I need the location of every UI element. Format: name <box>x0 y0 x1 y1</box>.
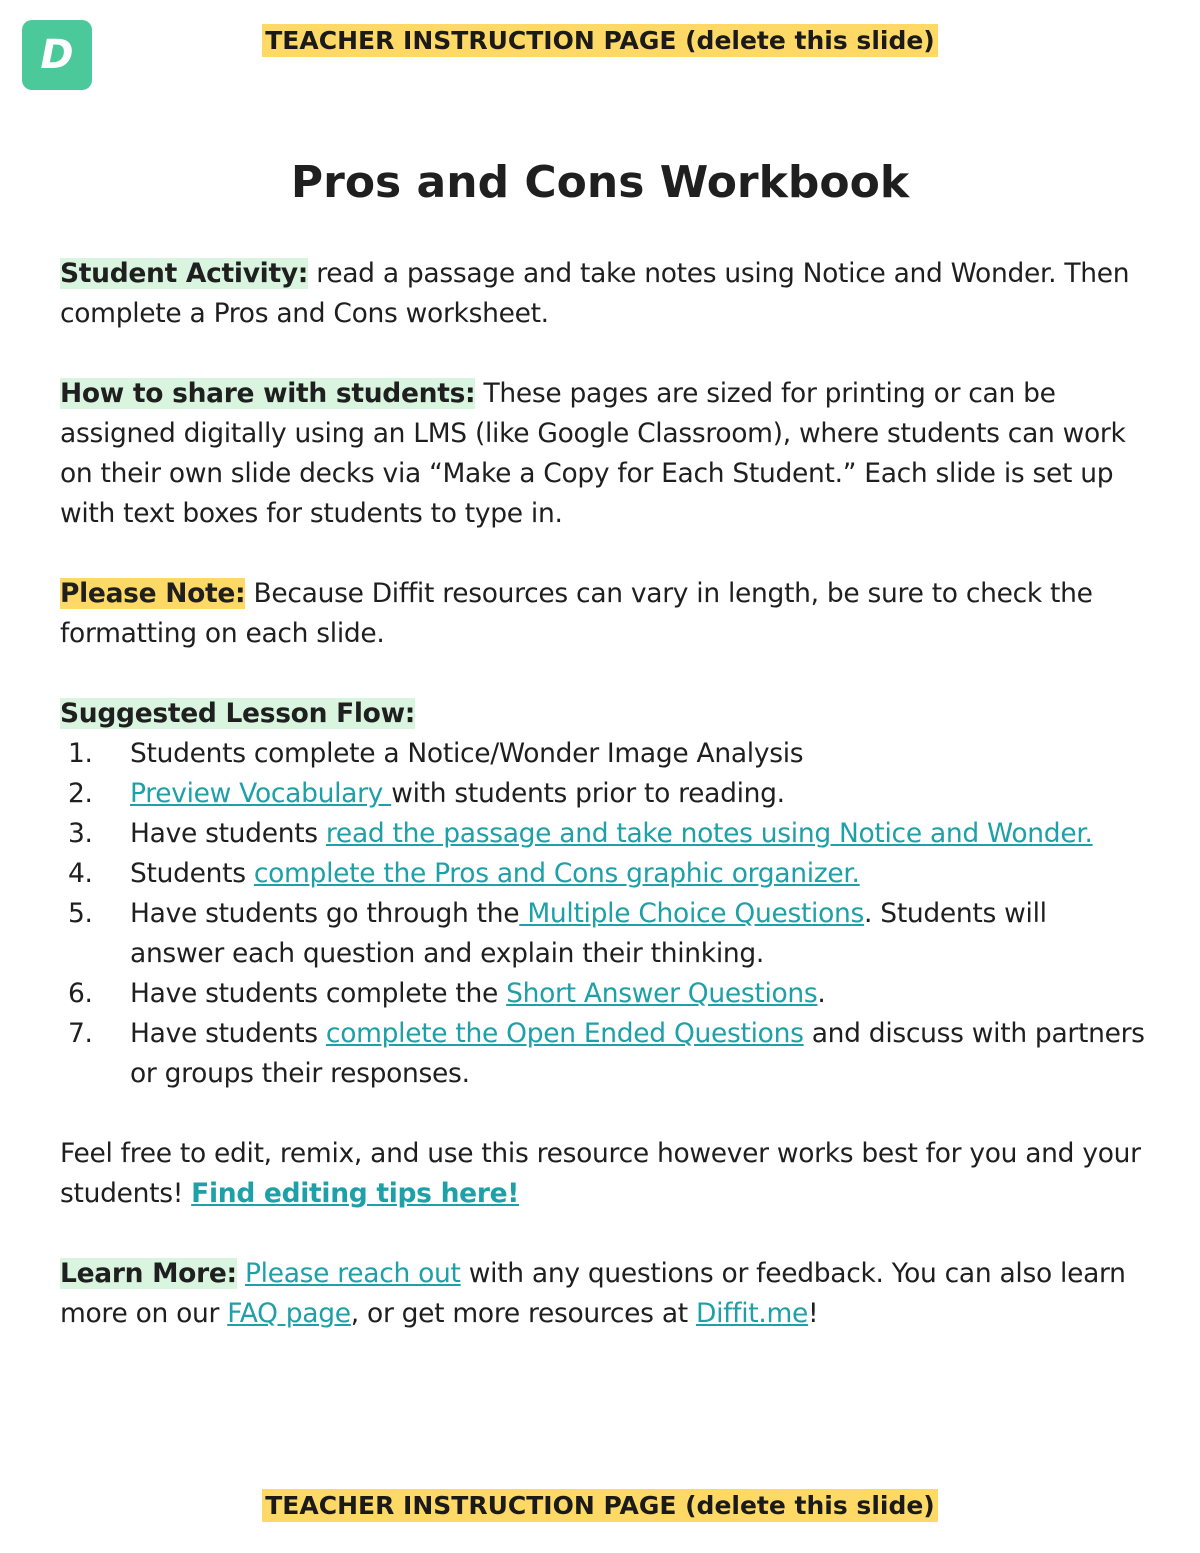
lesson-flow-label: Suggested Lesson Flow: <box>60 698 416 729</box>
list-item <box>60 734 1145 774</box>
bottom-banner <box>0 1491 1200 1520</box>
how-to-share-label: How to share with students: <box>60 378 476 409</box>
list-number: 6. <box>68 978 93 1009</box>
please-note-text: Because Diffit resources can vary in length, be sure to check the formatting on each slide. <box>60 578 1093 649</box>
list-number: 5. <box>68 898 93 929</box>
list-item <box>60 774 1145 814</box>
list-text: with students prior to reading. <box>391 778 785 809</box>
lesson-flow-heading <box>60 694 1145 734</box>
top-banner <box>0 26 1200 55</box>
faq-link[interactable]: FAQ page <box>227 1298 351 1329</box>
list-text: Have students <box>130 818 326 849</box>
short-answer-link[interactable]: Short Answer Questions <box>506 978 818 1009</box>
pros-cons-organizer-link[interactable]: complete the Pros and Cons graphic organizer. <box>253 858 860 889</box>
read-passage-link[interactable]: read the passage and take notes using Notice and Wonder. <box>325 818 1093 849</box>
please-note-paragraph <box>60 574 1145 654</box>
list-text: Have students <box>130 1018 326 1049</box>
how-to-share-text: These pages are sized for printing or can be assigned digitally using an LMS (like Google Classroom), where students can work on their own slide decks via “Make a Copy for Each Student.” Each slide is set up with text boxes for students to type in. <box>60 378 1126 529</box>
list-text: and discuss with partners or groups their responses. <box>130 1018 1145 1089</box>
instructions-body <box>60 254 1145 1374</box>
list-text: Students complete a Notice/Wonder Image Analysis <box>130 738 804 769</box>
bottom-banner-text: TEACHER INSTRUCTION PAGE (delete this slide) <box>262 1489 937 1522</box>
list-item <box>60 894 1145 974</box>
feel-free-text: Feel free to edit, remix, and use this resource however works best for you and your students! <box>60 1138 1141 1209</box>
feel-free-paragraph <box>60 1134 1145 1214</box>
editing-tips-link[interactable]: Find editing tips here! <box>191 1178 520 1209</box>
please-note-label: Please Note: <box>60 578 246 609</box>
learn-more-text: ! <box>808 1298 819 1329</box>
student-activity-paragraph <box>60 254 1145 334</box>
list-text: . Students will answer each question and explain their thinking. <box>130 898 1047 969</box>
learn-more-text: , or get more resources at <box>350 1298 696 1329</box>
list-text: Have students complete the <box>130 978 507 1009</box>
multiple-choice-link[interactable]: Multiple Choice Questions <box>519 898 865 929</box>
reach-out-link[interactable]: Please reach out <box>244 1258 461 1289</box>
how-to-share-paragraph <box>60 374 1145 534</box>
list-item <box>60 974 1145 1014</box>
list-text: Have students go through the <box>130 898 520 929</box>
list-text: Students <box>130 858 254 889</box>
learn-more-label: Learn More: <box>60 1258 237 1289</box>
logo-letter: D <box>40 32 74 78</box>
list-number: 3. <box>68 818 93 849</box>
learn-more-text: with any questions or feedback. You can also learn more on our <box>60 1258 1126 1329</box>
top-banner-text: TEACHER INSTRUCTION PAGE (delete this slide) <box>262 24 937 57</box>
open-ended-link[interactable]: complete the Open Ended Questions <box>325 1018 804 1049</box>
list-number: 1. <box>68 738 93 769</box>
page-title: Pros and Cons Workbook <box>290 157 910 208</box>
list-item <box>60 854 1145 894</box>
list-number: 2. <box>68 778 93 809</box>
student-activity-text: read a passage and take notes using Notice and Wonder. Then complete a Pros and Cons worksheet. <box>60 258 1130 329</box>
list-text: . <box>817 978 826 1009</box>
list-number: 4. <box>68 858 93 889</box>
list-item <box>60 814 1145 854</box>
student-activity-label: Student Activity: <box>60 258 309 289</box>
preview-vocabulary-link[interactable]: Preview Vocabulary <box>130 778 392 809</box>
learn-more-paragraph <box>60 1254 1145 1334</box>
list-number: 7. <box>68 1018 93 1049</box>
list-item <box>60 1014 1145 1094</box>
diffit-link[interactable]: Diffit.me <box>695 1298 808 1329</box>
lesson-flow-list <box>60 734 1145 1094</box>
